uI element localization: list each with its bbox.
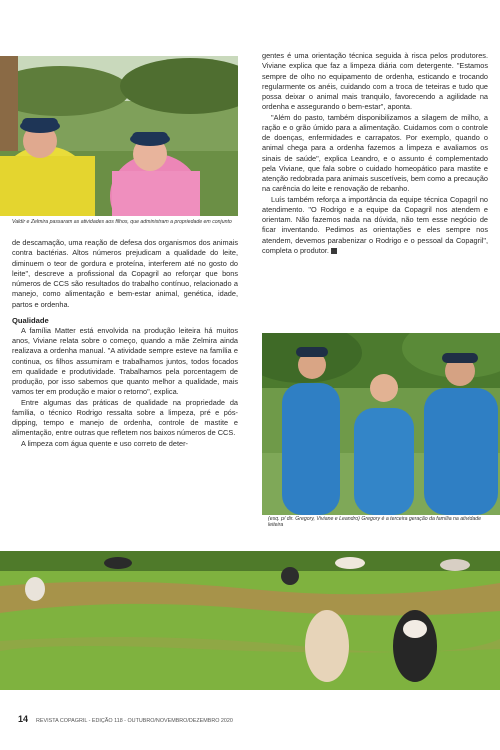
footer-publication-info: REVISTA COPAGRIL - EDIÇÃO 118 - OUTUBRO/NOVEMBRO/DEZEMBRO 2020	[36, 718, 233, 724]
photo-pasture-cows	[0, 551, 500, 690]
left-paragraph-4: A limpeza com água quente e uso correto de deter-	[21, 438, 188, 448]
article-column-left	[12, 238, 238, 449]
end-of-article-mark	[331, 248, 337, 254]
right-paragraph-3-text: Luís também reforça a importância da equipe técnica Copagril no atendimento. "O Rodrigo e a equipe da Copagril nos atendem e orientam. Não fazemos nada na dúvida, não tem esse negócio de ficar inventando. Pedimos as orientações e eles sempre nos atendem, devemos parabenizar o Rodrigo e o pessoal da Copagril", completa o produtor.	[262, 194, 488, 255]
right-paragraph-1: gentes é uma orientação técnica seguida à risca pelos produtores. Viviane explica que faz a limpeza diária com detergente. "Estamos sempre de olho no equipamento de ordenha, esticando e trocando regularmente os anéis, cuidando com a troca de teteiras e tudo que possa deixar o animal mais tranquilo, favorecendo a agilidade na ordenha e assegurando o bem-estar", aponta.	[262, 51, 488, 112]
article-column-right	[262, 51, 488, 256]
photo-valdir-zelmira	[0, 56, 238, 216]
page-footer	[18, 714, 233, 724]
photo2-caption: (esq. p/ dir. Gregory, Viviane e Leandro) Gregory é a terceira geração da família na atividade leiteira	[268, 516, 481, 529]
right-paragraph-2: "Além do pasto, também disponibilizamos a silagem de milho, a ração e o grão úmido para a alimentação. Cuidamos com o controle de doenças, enfermidades e carrapatos. Por exemplo, quando o animal chega para a ordenha fazemos a limpeza e avaliamos os sinais de saúde", explica Leandro, e o assunto é complementado pela Viviane, que fala sobre o cuidado homeopático para mastite e atenção redobrada para animais suscetíveis, bem como a precaução na carência do leite e renovação de rebanho.	[262, 112, 488, 194]
left-paragraph-3: Entre algumas das práticas de qualidade na propriedade da família, o técnico Rodrigo ressalta sobre a limpeza, pré e pós-dipping, tempo e manejo de ordenha, controle de mastite e alimentação, entre outras que refletem nos baixos números de CCS.	[12, 397, 238, 438]
page-number: 14	[18, 714, 29, 724]
left-paragraph-2: A família Matter está envolvida na produção leiteira há muitos anos, Viviane relata sobre o começo, quando a mãe Zelmira ainda realizava a ordenha manual. "A atividade sempre esteve na família e continua, os filhos assumiram e trabalhamos juntos, todos focados em qualidade e produtividade. Trabalhamos pela porcentagem de produção, por isso sabemos que quanto melhor a qualidade, mais vamos ter em produção e maior o retorno", explica.	[12, 325, 238, 397]
section-heading-qualidade: Qualidade	[12, 315, 49, 325]
photo-gregory-viviane-leandro	[262, 333, 500, 515]
left-paragraph-1: de descamação, uma reação de defesa dos organismos dos animais contra bactérias. Altos números prejudicam a qualidade do leite, diminuem o teor de gordura e proteína, interferem até no gosto do leite", descreve a profissional da Copagril ao reforçar que bons números de CCS são resultados do trabalho contínuo, relacionado a manejo, como alimentação e bem-estar animal, genética, idade, partos e ordenha.	[12, 238, 238, 309]
photo1-caption: Valdir e Zelmira passaram as atividades aos filhos, que administram a propriedade em conjunto	[12, 219, 232, 225]
right-paragraph-3	[262, 195, 488, 257]
